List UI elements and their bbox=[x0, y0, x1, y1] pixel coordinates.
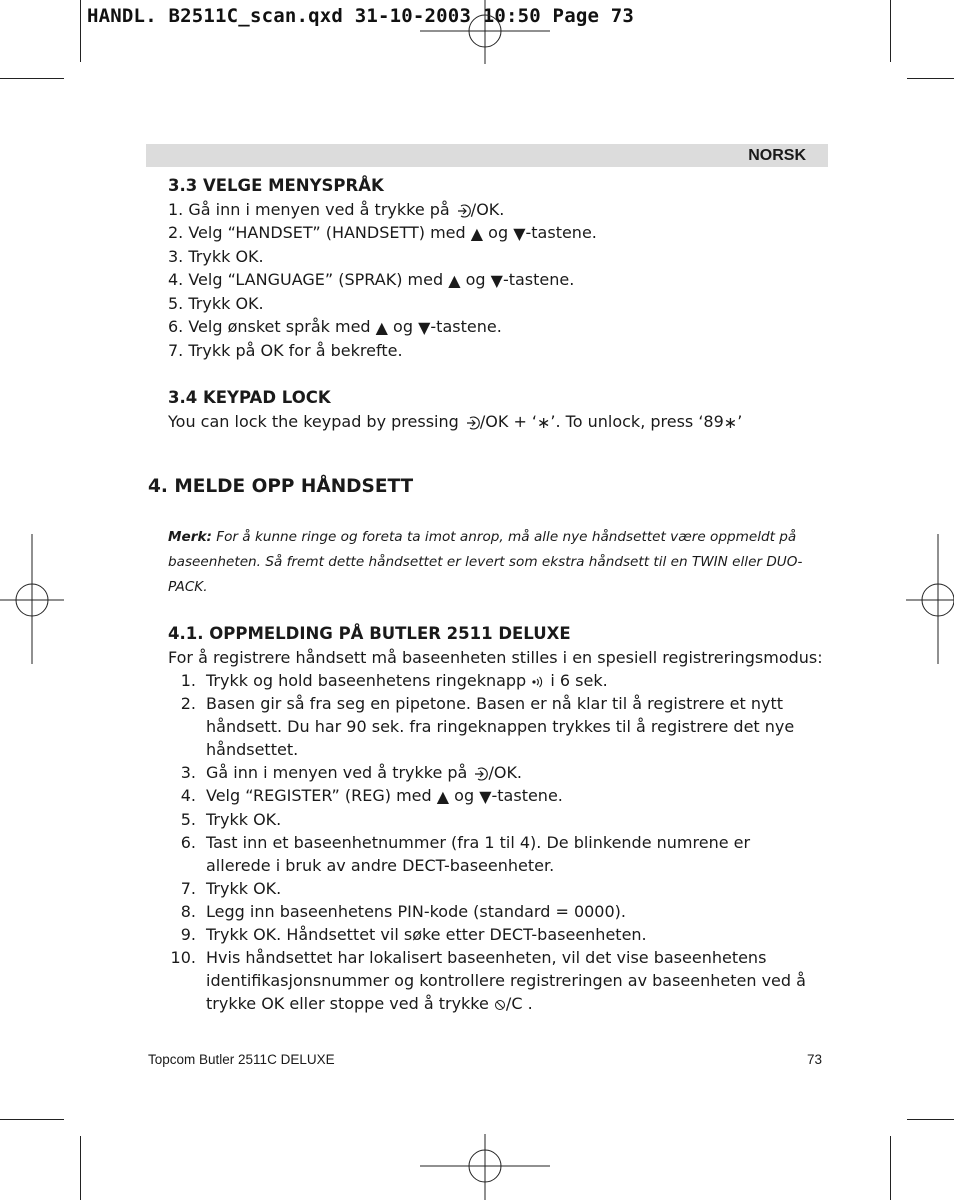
down-arrow-icon: ▼ bbox=[479, 787, 492, 806]
up-arrow-icon: ▲ bbox=[375, 318, 388, 337]
list-item: 3. Gå inn i menyen ved å trykke på /OK. bbox=[180, 763, 523, 782]
language-label: NORSK bbox=[748, 147, 806, 164]
instruction-line: 6. Velg ønsket språk med ▲ og ▼-tastene. bbox=[168, 317, 502, 337]
registration-mark-right bbox=[906, 534, 954, 664]
menu-key-icon bbox=[464, 416, 480, 430]
keypad-lock-text: You can lock the keypad by pressing /OK + ‘∗’. To unlock, press ‘89∗’ bbox=[168, 412, 743, 432]
note-label: Merk: bbox=[168, 529, 212, 545]
star-key-icon: ∗ bbox=[537, 413, 551, 432]
list-item: 6. Tast inn et baseenhetnummer (fra 1 til 4). De blinkende numrene er allerede i bruk av andre DECT-baseenheter. bbox=[180, 833, 751, 875]
registration-mark-top bbox=[420, 0, 550, 64]
list-item: 2. Basen gir så fra seg en pipetone. Basen er nå klar til å registrere et nytt håndsett. Du har 90 sek. fra ringeknappen trykkes til å registrere det nye håndsettet. bbox=[180, 694, 795, 759]
print-slug: HANDL. B2511C_scan.qxd 31-10-2003 10:50 Page 73 bbox=[87, 5, 635, 27]
menu-key-icon bbox=[472, 767, 488, 781]
list-item: 1. Trykk og hold baseenhetens ringeknapp i 6 sek. bbox=[180, 671, 608, 690]
list-item: 5. Trykk OK. bbox=[180, 810, 282, 829]
star-key-icon: ∗ bbox=[723, 413, 738, 432]
cancel-key-icon bbox=[494, 999, 506, 1011]
menu-key-icon bbox=[455, 204, 471, 218]
ring-button-icon bbox=[531, 675, 545, 689]
instruction-line: 3. Trykk OK. bbox=[168, 247, 264, 266]
list-item: 8. Legg inn baseenhetens PIN-kode (standard = 0000). bbox=[180, 902, 626, 921]
menu-language-section bbox=[168, 174, 828, 434]
language-header-bar bbox=[146, 144, 828, 167]
list-item: 10. Hvis håndsettet har lokalisert baseenheten, vil det vise baseenhetens identifikasjonsnummer og kontrollere registreringen av baseenheten ved å trykke OK eller stoppe ved å trykke /C . bbox=[170, 948, 806, 1013]
registration-mark-bottom bbox=[420, 1134, 550, 1200]
down-arrow-icon: ▼ bbox=[490, 271, 503, 290]
registration-mark-left bbox=[0, 534, 64, 664]
section-3-4-heading: 3.4 KEYPAD LOCK bbox=[168, 388, 331, 407]
instruction-line: 4. Velg “LANGUAGE” (SPRAK) med ▲ og ▼-tastene. bbox=[168, 270, 575, 290]
up-arrow-icon: ▲ bbox=[436, 787, 450, 806]
list-item: 9. Trykk OK. Håndsettet vil søke etter DECT-baseenheten. bbox=[180, 925, 647, 944]
list-item: 4. Velg “REGISTER” (REG) med ▲ og ▼-tastene. bbox=[180, 786, 563, 806]
instruction-line: 7. Trykk på OK for å bekrefte. bbox=[168, 341, 403, 360]
registration-steps bbox=[168, 669, 828, 1015]
note-paragraph bbox=[168, 525, 828, 600]
down-arrow-icon: ▼ bbox=[418, 318, 431, 337]
instruction-line: 5. Trykk OK. bbox=[168, 294, 264, 313]
instruction-line: 2. Velg “HANDSET” (HANDSETT) med ▲ og ▼-tastene. bbox=[168, 223, 597, 243]
page-number: 73 bbox=[806, 1052, 822, 1067]
up-arrow-icon: ▲ bbox=[448, 271, 461, 290]
registration-section bbox=[168, 622, 828, 1015]
intro-text: For å registrere håndsett må baseenheten stilles i en spesiell registreringsmodus: bbox=[168, 648, 823, 667]
note-text: For å kunne ringe og foreta ta imot anrop, må alle nye håndsettet være oppmeldt på baseenheten. Så fremt dette håndsettet er levert som ekstra håndsett til en TWIN eller DUO-PACK. bbox=[168, 529, 803, 595]
down-arrow-icon: ▼ bbox=[513, 224, 526, 243]
list-item: 7. Trykk OK. bbox=[180, 879, 282, 898]
section-3-3-heading: 3.3 VELGE MENYSPRÅK bbox=[168, 176, 384, 195]
footer-product: Topcom Butler 2511C DELUXE bbox=[148, 1052, 335, 1067]
section-4-heading: 4. MELDE OPP HÅNDSETT bbox=[148, 476, 414, 497]
instruction-line: 1. Gå inn i menyen ved å trykke på /OK. bbox=[168, 200, 505, 219]
up-arrow-icon: ▲ bbox=[470, 224, 484, 243]
section-4-1-heading: 4.1. OPPMELDING PÅ BUTLER 2511 DELUXE bbox=[168, 624, 571, 643]
